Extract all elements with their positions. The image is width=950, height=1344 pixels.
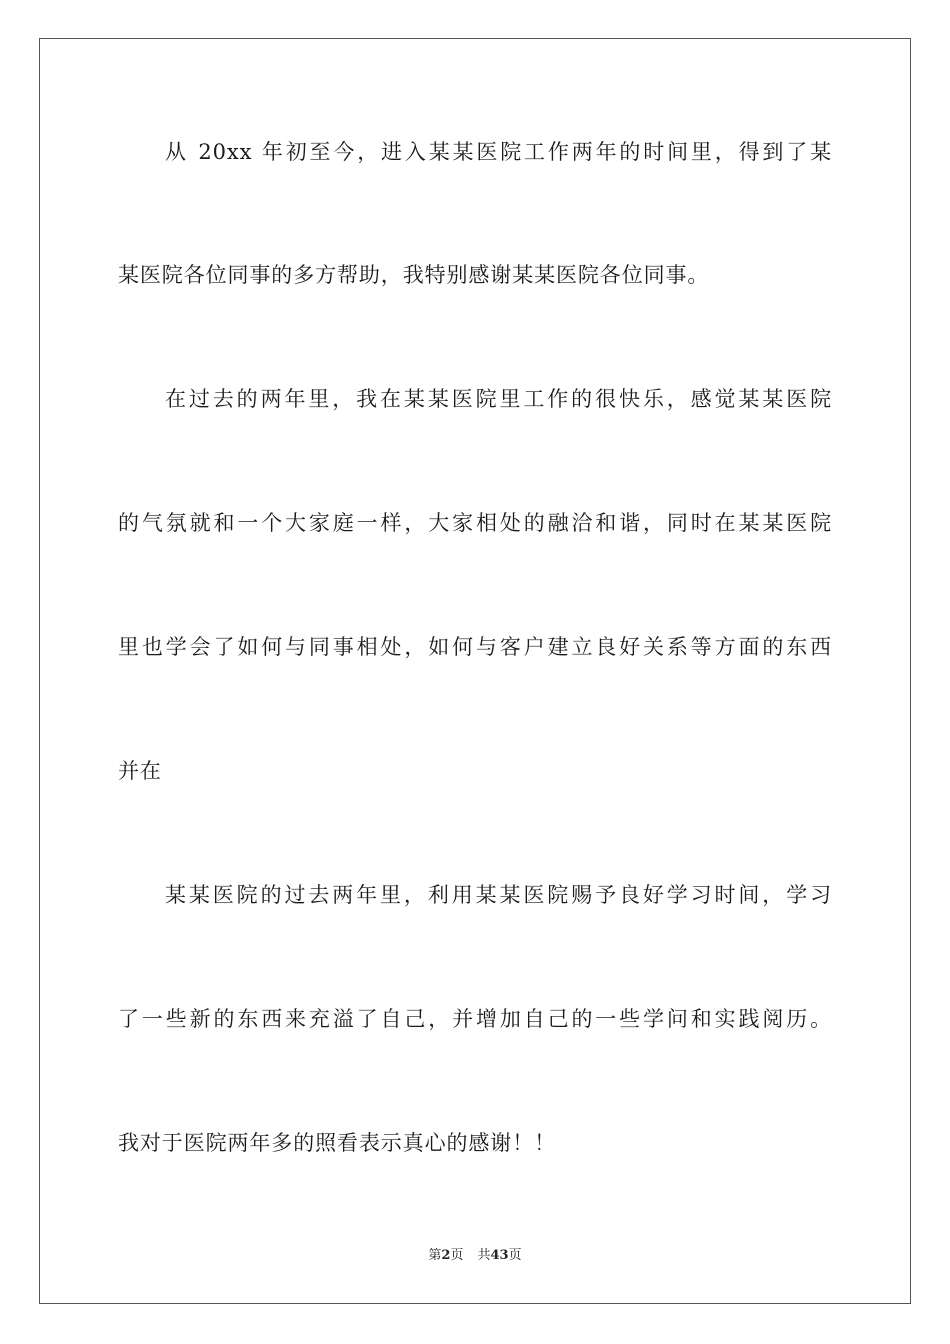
paragraph-2-line-4: 并在 xyxy=(118,759,162,783)
page-border xyxy=(39,38,911,1304)
total-suffix: 页 xyxy=(508,1248,522,1263)
paragraph-3-line-2: 了一些新的东西来充溢了自己，并增加自己的一些学问和实践阅历。 xyxy=(118,1007,832,1031)
total-prefix: 共 xyxy=(477,1248,491,1263)
total-pages: 43 xyxy=(490,1248,509,1263)
paragraph-4-line-1: 我对于医院两年多的照看表示真心的感谢！！ xyxy=(118,1131,556,1155)
paragraph-3-line-1: 某某医院的过去两年里，利用某某医院赐予良好学习时间，学习 xyxy=(165,883,832,907)
paragraph-1-line-1: 从 20xx 年初至今，进入某某医院工作两年的时间里，得到了某 xyxy=(165,140,832,164)
page-footer xyxy=(0,1247,950,1265)
page-prefix: 第 xyxy=(428,1248,442,1263)
paragraph-2-line-1: 在过去的两年里，我在某某医院里工作的很快乐，感觉某某医院 xyxy=(165,387,832,411)
paragraph-2-line-3: 里也学会了如何与同事相处，如何与客户建立良好关系等方面的东西 xyxy=(118,635,832,659)
page-suffix: 页 xyxy=(450,1248,464,1263)
page-number: 2 xyxy=(441,1248,451,1263)
paragraph-2-line-2: 的气氛就和一个大家庭一样，大家相处的融洽和谐，同时在某某医院 xyxy=(118,511,832,535)
paragraph-1-line-2: 某医院各位同事的多方帮助，我特别感谢某某医院各位同事。 xyxy=(118,263,710,287)
